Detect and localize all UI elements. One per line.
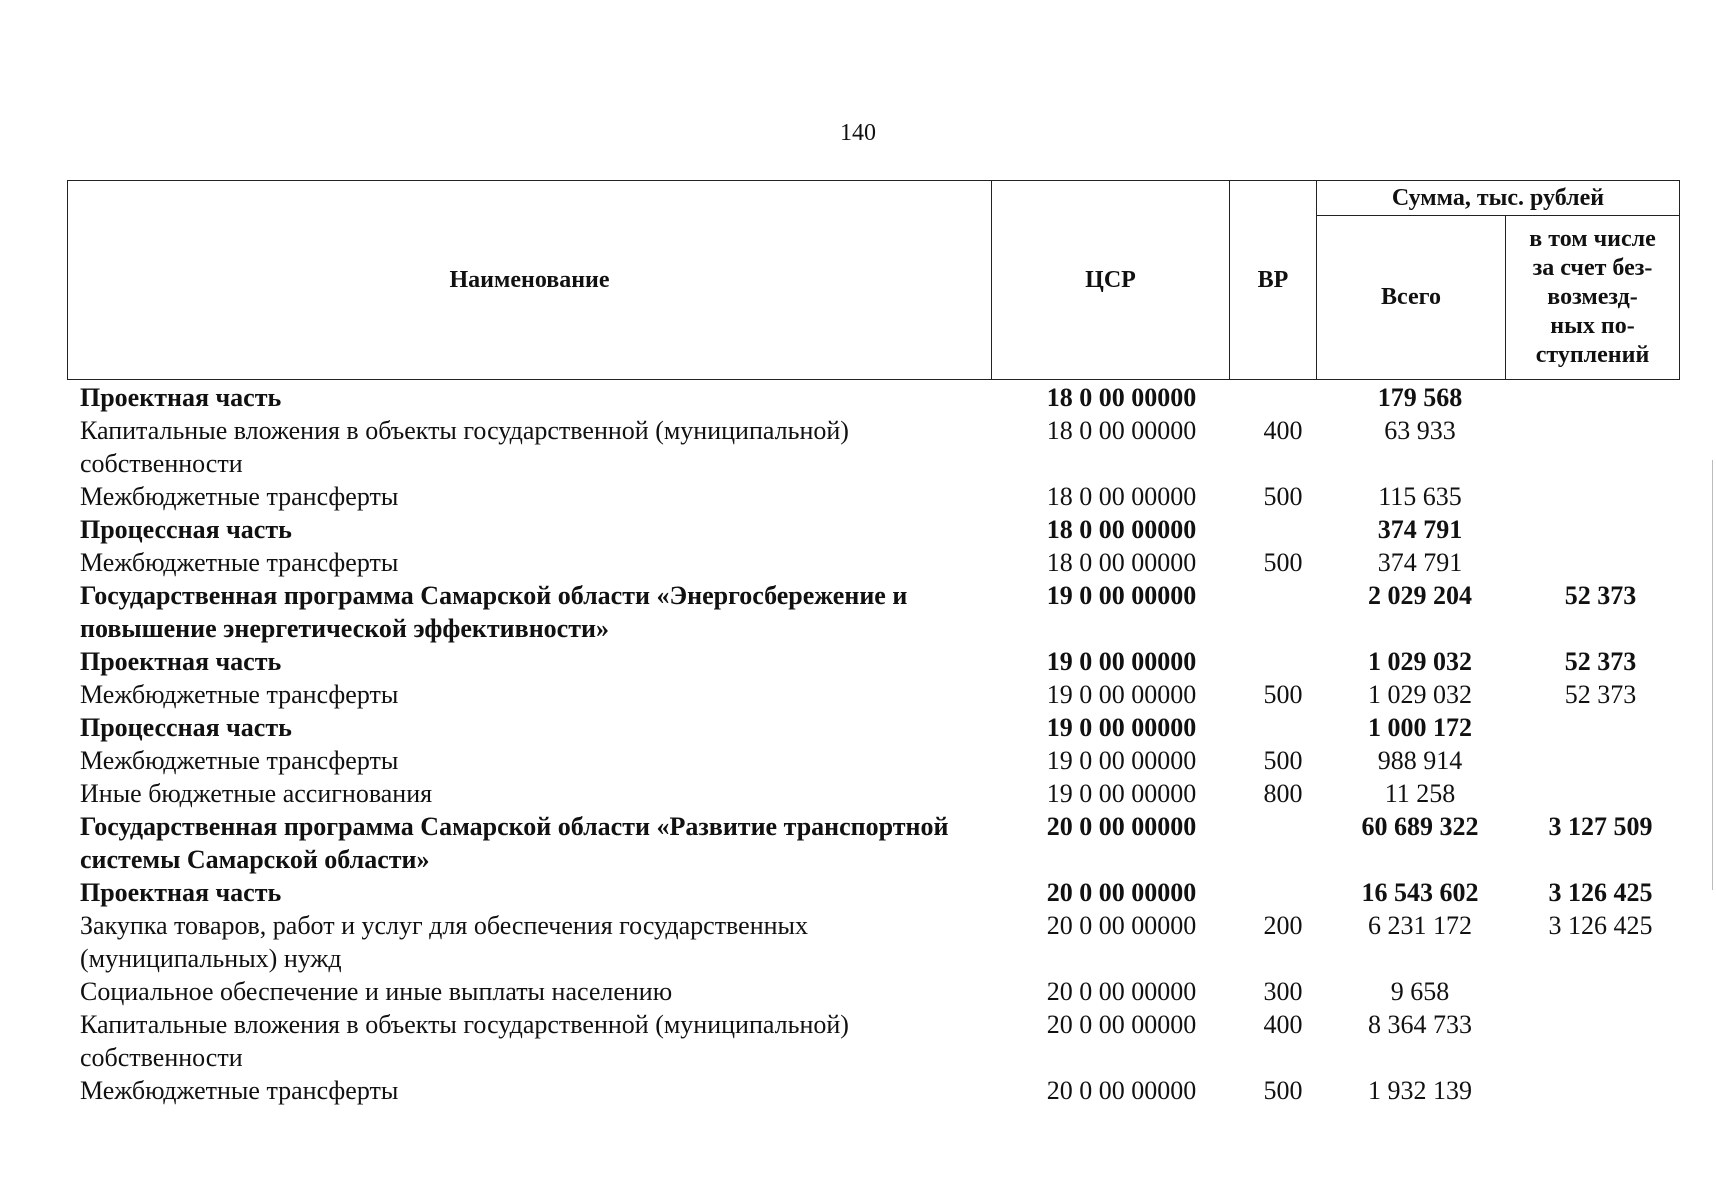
row-free bbox=[1514, 711, 1687, 744]
row-name: Межбюджетные трансферты bbox=[80, 680, 399, 709]
row-vr: 400 bbox=[1263, 416, 1303, 445]
header-free-line: ступлений bbox=[1535, 342, 1650, 368]
row-vr: 800 bbox=[1263, 779, 1303, 808]
table-row bbox=[67, 645, 1687, 678]
row-vr bbox=[1240, 381, 1326, 414]
row-total: 6 231 172 bbox=[1368, 911, 1472, 940]
header-free-line: за счет без- bbox=[1532, 255, 1653, 281]
row-total: 11 258 bbox=[1384, 779, 1456, 808]
row-csr: 19 0 00 00000 bbox=[1046, 680, 1197, 709]
row-total: 179 568 bbox=[1377, 383, 1463, 412]
header-free bbox=[1506, 216, 1680, 380]
row-vr: 300 bbox=[1263, 977, 1303, 1006]
row-total: 988 914 bbox=[1377, 746, 1463, 775]
row-name: Процессная часть bbox=[80, 515, 292, 544]
row-free: 3 126 425 bbox=[1548, 911, 1653, 940]
row-csr: 19 0 00 00000 bbox=[1046, 581, 1197, 610]
row-name: Закупка товаров, работ и услуг для обеспечения государственных (муниципальных) нужд bbox=[80, 911, 809, 973]
row-total: 115 635 bbox=[1378, 482, 1462, 511]
row-csr: 19 0 00 00000 bbox=[1046, 746, 1197, 775]
row-name: Государственная программа Самарской области «Развитие транспортной системы Самарской области» bbox=[80, 812, 949, 874]
row-free: 52 373 bbox=[1564, 680, 1637, 709]
row-vr: 400 bbox=[1263, 1010, 1303, 1039]
row-name: Социальное обеспечение и иные выплаты населению bbox=[80, 977, 673, 1006]
row-vr: 500 bbox=[1263, 482, 1303, 511]
row-vr bbox=[1240, 579, 1326, 645]
row-total: 374 791 bbox=[1377, 515, 1463, 544]
row-name: Государственная программа Самарской области «Энергосбережение и повышение энергетической эффективности» bbox=[80, 581, 908, 643]
header-free-line: ных по- bbox=[1550, 313, 1635, 339]
row-csr: 18 0 00 00000 bbox=[1046, 548, 1197, 577]
header-free-line: в том числе bbox=[1529, 226, 1656, 252]
row-total: 63 933 bbox=[1384, 416, 1456, 445]
row-free bbox=[1514, 975, 1687, 1008]
table-row bbox=[67, 1008, 1687, 1074]
header-total: Всего bbox=[1317, 216, 1506, 380]
row-total: 16 543 602 bbox=[1361, 878, 1479, 907]
row-csr: 18 0 00 00000 bbox=[1046, 383, 1197, 412]
row-total: 374 791 bbox=[1377, 548, 1463, 577]
row-total: 1 029 032 bbox=[1368, 647, 1472, 676]
table-header bbox=[67, 180, 1680, 380]
table-row bbox=[67, 678, 1687, 711]
table-row bbox=[67, 546, 1687, 579]
page-number: 140 bbox=[840, 120, 876, 146]
row-free bbox=[1514, 1074, 1687, 1107]
row-vr bbox=[1240, 711, 1326, 744]
table-row bbox=[67, 810, 1687, 876]
header-vr: ВР bbox=[1230, 181, 1317, 380]
row-vr bbox=[1240, 810, 1326, 876]
row-total: 8 364 733 bbox=[1368, 1010, 1472, 1039]
header-sum: Сумма, тыс. рублей bbox=[1317, 181, 1680, 216]
row-free bbox=[1514, 480, 1687, 513]
row-csr: 20 0 00 00000 bbox=[1046, 878, 1197, 907]
row-vr bbox=[1240, 876, 1326, 909]
table-row bbox=[67, 480, 1687, 513]
row-total: 1 000 172 bbox=[1368, 713, 1472, 742]
row-total: 1 029 032 bbox=[1368, 680, 1472, 709]
row-free bbox=[1514, 777, 1687, 810]
table-row bbox=[67, 381, 1687, 414]
row-free bbox=[1514, 744, 1687, 777]
table-row bbox=[67, 579, 1687, 645]
row-name: Межбюджетные трансферты bbox=[80, 1076, 399, 1105]
row-name: Межбюджетные трансферты bbox=[80, 482, 399, 511]
row-total: 60 689 322 bbox=[1361, 812, 1479, 841]
row-vr bbox=[1240, 513, 1326, 546]
row-name: Проектная часть bbox=[80, 647, 282, 676]
row-name: Проектная часть bbox=[80, 878, 282, 907]
table-row bbox=[67, 711, 1687, 744]
table-row bbox=[67, 414, 1687, 480]
row-name: Процессная часть bbox=[80, 713, 292, 742]
row-free: 52 373 bbox=[1564, 647, 1637, 676]
row-csr: 20 0 00 00000 bbox=[1046, 812, 1197, 841]
header-name: Наименование bbox=[68, 181, 992, 380]
row-csr: 18 0 00 00000 bbox=[1046, 482, 1197, 511]
row-vr: 500 bbox=[1263, 680, 1303, 709]
row-name: Иные бюджетные ассигнования bbox=[80, 779, 433, 808]
row-free bbox=[1514, 546, 1687, 579]
row-csr: 20 0 00 00000 bbox=[1046, 1010, 1197, 1039]
row-csr: 18 0 00 00000 bbox=[1046, 515, 1197, 544]
row-free bbox=[1514, 381, 1687, 414]
row-vr: 500 bbox=[1263, 1076, 1303, 1105]
table-row bbox=[67, 876, 1687, 909]
row-total: 1 932 139 bbox=[1368, 1076, 1472, 1105]
row-name: Межбюджетные трансферты bbox=[80, 548, 399, 577]
row-csr: 18 0 00 00000 bbox=[1046, 416, 1197, 445]
row-csr: 20 0 00 00000 bbox=[1046, 1076, 1197, 1105]
row-free bbox=[1514, 414, 1687, 480]
table-row bbox=[67, 744, 1687, 777]
header-csr: ЦСР bbox=[992, 181, 1230, 380]
row-csr: 20 0 00 00000 bbox=[1046, 977, 1197, 1006]
header-free-line: возмезд- bbox=[1547, 284, 1638, 310]
row-name: Капитальные вложения в объекты государственной (муниципальной) собственности bbox=[80, 416, 849, 478]
row-name: Межбюджетные трансферты bbox=[80, 746, 399, 775]
row-vr: 200 bbox=[1263, 911, 1303, 940]
budget-table bbox=[67, 381, 1687, 1107]
scan-margin-line bbox=[1712, 460, 1713, 890]
row-free bbox=[1514, 513, 1687, 546]
table-row bbox=[67, 777, 1687, 810]
row-free: 52 373 bbox=[1564, 581, 1637, 610]
row-name: Проектная часть bbox=[80, 383, 282, 412]
row-free bbox=[1514, 1008, 1687, 1074]
table-row bbox=[67, 909, 1687, 975]
row-vr: 500 bbox=[1263, 746, 1303, 775]
row-free: 3 126 425 bbox=[1548, 878, 1653, 907]
row-total: 9 658 bbox=[1390, 977, 1450, 1006]
table-row bbox=[67, 975, 1687, 1008]
row-csr: 19 0 00 00000 bbox=[1046, 647, 1197, 676]
table-row bbox=[67, 1074, 1687, 1107]
row-csr: 20 0 00 00000 bbox=[1046, 911, 1197, 940]
row-csr: 19 0 00 00000 bbox=[1046, 713, 1197, 742]
row-vr bbox=[1240, 645, 1326, 678]
table-row bbox=[67, 513, 1687, 546]
row-free: 3 127 509 bbox=[1548, 812, 1653, 841]
row-total: 2 029 204 bbox=[1368, 581, 1472, 610]
row-name: Капитальные вложения в объекты государственной (муниципальной) собственности bbox=[80, 1010, 849, 1072]
row-vr: 500 bbox=[1263, 548, 1303, 577]
row-csr: 19 0 00 00000 bbox=[1046, 779, 1197, 808]
